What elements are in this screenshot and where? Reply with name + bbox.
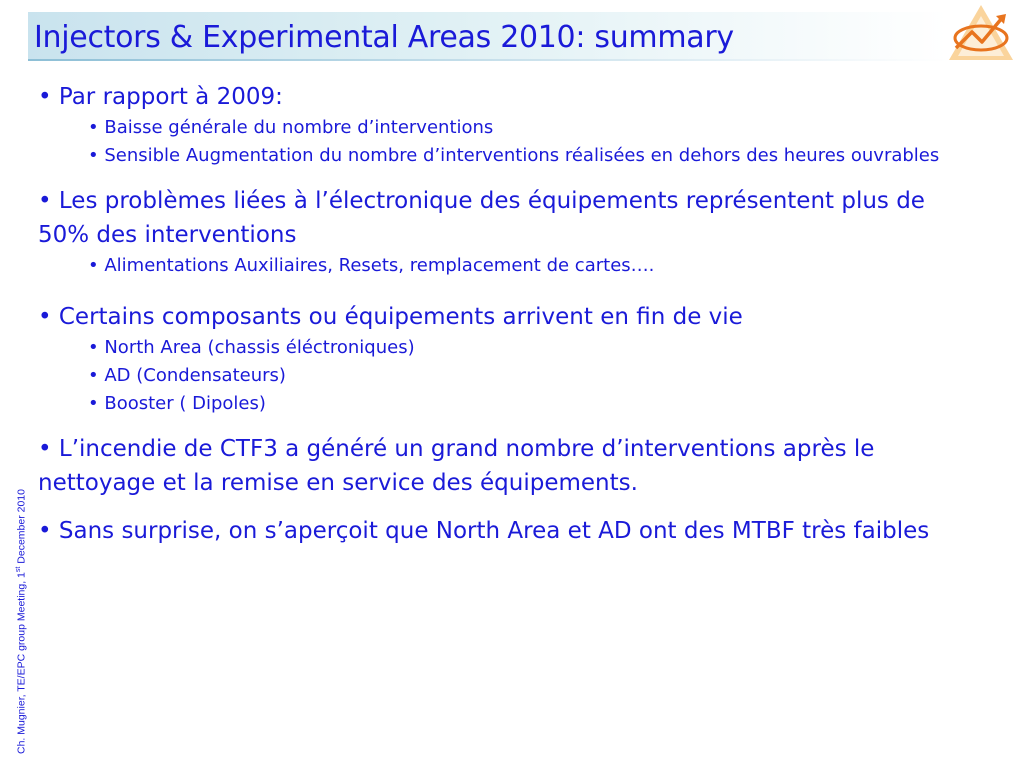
sub-bullet: • AD (Condensateurs) — [88, 365, 286, 386]
sub-bullet: • Sensible Augmentation du nombre d’interventions réalisées en dehors des heures ouvrables — [88, 145, 940, 166]
bullet: • Certains composants ou équipements arrivent en fin de vie — [38, 304, 743, 330]
sub-bullet: • Baisse générale du nombre d’interventions — [88, 117, 494, 138]
bullet: • Par rapport à 2009: — [38, 84, 283, 110]
sub-bullet: • Booster ( Dipoles) — [88, 393, 266, 414]
sub-bullet: • Alimentations Auxiliaires, Resets, remplacement de cartes…. — [88, 255, 655, 276]
sub-bullet: • North Area (chassis éléctroniques) — [88, 337, 415, 358]
bullet: • Sans surprise, on s’aperçoit que North Area et AD ont des MTBF très faibles — [38, 518, 930, 544]
bullet: • Les problèmes liées à l’électronique des équipements représentent plus de 50% des interventions — [38, 188, 925, 248]
slide-title: Injectors & Experimental Areas 2010: summary — [34, 20, 734, 55]
logo-icon — [946, 2, 1016, 64]
slide-content — [38, 80, 988, 548]
bullet: • L’incendie de CTF3 a généré un grand nombre d’interventions après le nettoyage et la remise en service des équipements. — [38, 436, 875, 496]
side-footer-note: Ch. Mugnier, TE/EPC group Meeting, 1st December 2010 — [15, 489, 28, 754]
